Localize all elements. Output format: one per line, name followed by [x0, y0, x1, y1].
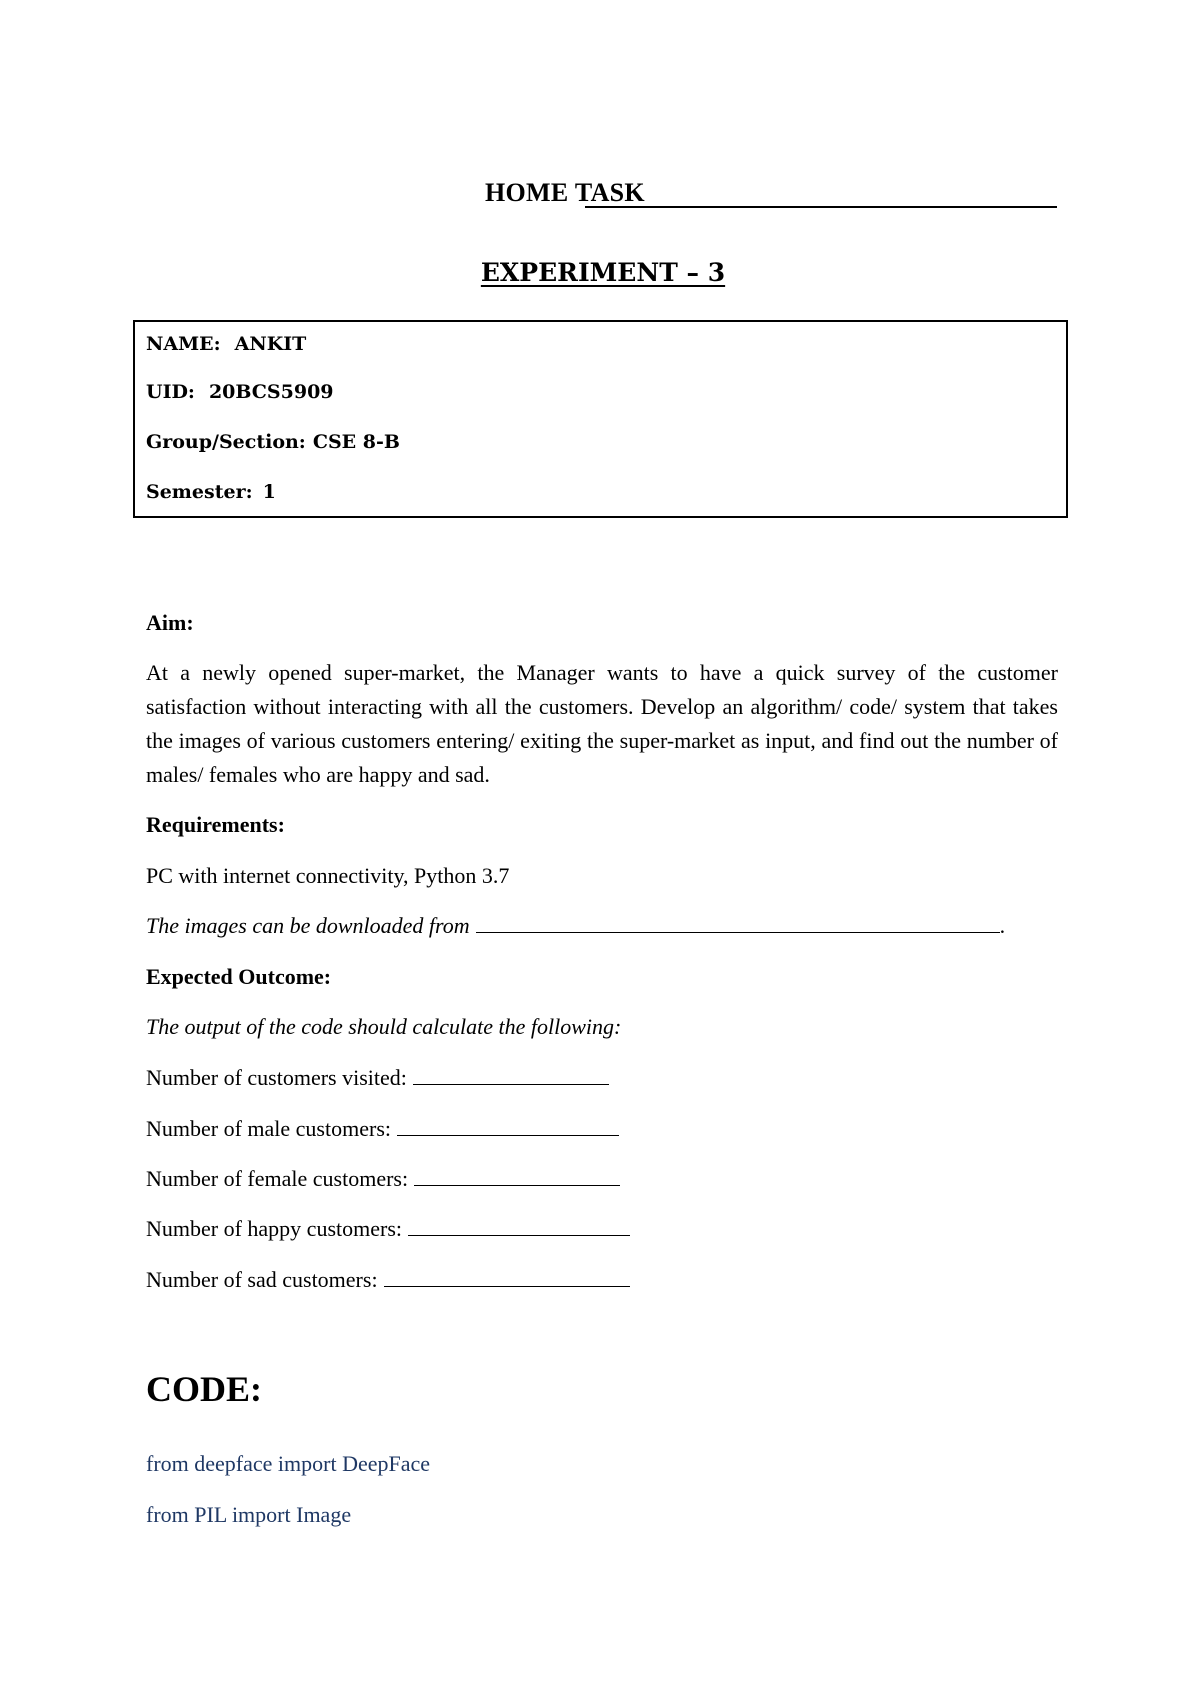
aim-heading: Aim:: [146, 610, 194, 635]
name-label: NAME:: [146, 333, 221, 355]
answer-blank: [408, 1217, 630, 1236]
outcome-item-happy: [146, 1216, 630, 1242]
title-underline: [585, 206, 1057, 208]
code-line: from PIL import Image: [146, 1502, 352, 1527]
name-value: ANKIT: [234, 333, 307, 355]
outcome-item-visited: [146, 1065, 609, 1091]
answer-blank: [397, 1117, 619, 1136]
outcome-item-label: Number of sad customers:: [146, 1267, 378, 1292]
outcome-item-label: Number of male customers:: [146, 1116, 391, 1141]
outcome-item-label: Number of happy customers:: [146, 1216, 402, 1241]
outcome-item-label: Number of customers visited:: [146, 1065, 407, 1090]
group-label: Group/Section:: [146, 431, 306, 453]
download-period: .: [999, 913, 1006, 938]
semester-row: [146, 481, 276, 503]
code-heading: CODE:: [146, 1369, 262, 1409]
group-value: CSE 8-B: [312, 431, 400, 453]
name-row: [146, 333, 306, 355]
experiment-title: EXPERIMENT – 3: [480, 258, 726, 287]
requirements-line: PC with internet connectivity, Python 3.7: [146, 863, 510, 888]
semester-value: 1: [262, 481, 276, 503]
outcome-intro: The output of the code should calculate the following:: [146, 1014, 622, 1039]
outcome-item-female: [146, 1166, 620, 1192]
group-row: [146, 431, 400, 453]
requirements-heading: Requirements:: [146, 812, 285, 837]
answer-blank: [413, 1066, 609, 1085]
answer-blank: [384, 1268, 630, 1287]
outcome-item-sad: [146, 1267, 630, 1293]
outcome-item-male: [146, 1116, 619, 1142]
download-text: The images can be downloaded from: [146, 913, 470, 938]
aim-text: At a newly opened super-market, the Manager wants to have a quick survey of the customer satisfaction without interacting with all the customers. Develop an algorithm/ code/ system that takes the images of various customers entering/ exiting the super-market as input, and find out the number of males/ females who are happy and sad.: [146, 660, 1058, 787]
semester-label: Semester:: [146, 481, 253, 503]
home-task-title: HOME TASK: [485, 178, 645, 207]
outcome-heading: Expected Outcome:: [146, 964, 332, 989]
download-blank: [476, 914, 1000, 933]
download-line: [146, 913, 1005, 939]
outcome-item-label: Number of female customers:: [146, 1166, 409, 1191]
uid-value: 20BCS5909: [208, 381, 334, 403]
answer-blank: [414, 1167, 620, 1186]
uid-row: [146, 381, 334, 403]
uid-label: UID:: [146, 381, 195, 403]
code-line: from deepface import DeepFace: [146, 1451, 431, 1476]
